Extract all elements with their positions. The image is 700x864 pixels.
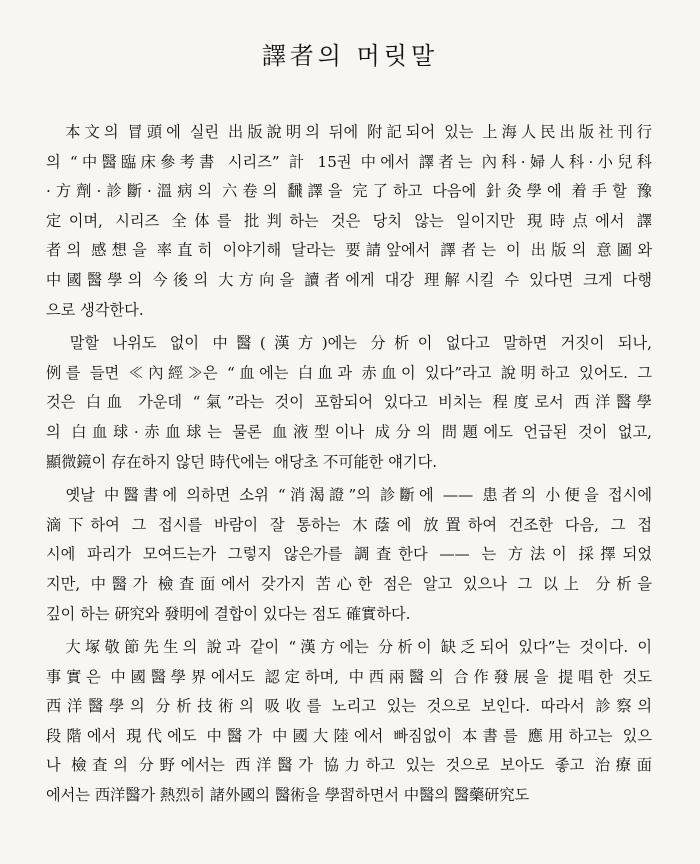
text-line: 말할 나위도 없이 中醫(漢方)에는 分析이 없다고 말하면 거짓이 되나, — [46, 334, 652, 353]
text-line: 시에 파리가 모여드는가 그렇지 않은가를 調査한다 —— 는 方法이 採擇되었 — [46, 545, 652, 564]
paragraph — [46, 329, 652, 477]
paragraph — [46, 481, 652, 629]
body-text — [46, 118, 652, 815]
text-line: 段階에서 現代에도 中醫가 中國大陸에서 빠짐없이 本書를 應用하고는 있으 — [46, 726, 652, 745]
text-line: 定이며, 시리즈 全体를 批判하는 것은 당치 않는 일이지만 現時点에서 譯 — [46, 211, 652, 230]
text-line: 事實은 中國醫學界에서도 認定하며, 中西兩醫의 合作發展을 提唱한 것도 — [46, 667, 652, 686]
text-line: ·方劑·診斷·溫病의 六卷의 飜譯을 完了하고 다음에 針灸學에 着手할 豫 — [46, 182, 652, 201]
text-line: 者의 感想을 率直히 이야기해 달라는 要請앞에서 譯者는 이 出版의 意圖와 — [46, 241, 652, 260]
text-line: 나 檢査의 分野에서는 西洋醫가 協力하고 있는 것으로 보아도 좋고 治療面 — [46, 756, 652, 775]
text-line: 大塚敬節先生의 說과 같이 “漢方에는 分析이 缺乏되어 있다”는 것이다. 이 — [46, 638, 652, 657]
text-line: 中國醫學의 今後의 大方向을 讀者에게 대강 理解시킬 수 있다면 크게 다행 — [46, 270, 652, 289]
text-line: 으로 생각한다. — [46, 300, 144, 319]
page-title: 譯者의 머릿말 — [261, 42, 439, 70]
text-line: 의 白血球·赤血球는 물론 血液型이나 成分의 問題에도 언급된 것이 없고, — [46, 422, 652, 441]
text-line: 에서는 西洋醫가 熱烈히 諸外國의 醫術을 學習하면서 中醫의 醫藥研究도 — [46, 786, 530, 805]
paragraph — [46, 118, 652, 325]
text-line: 옛날 中醫書에 의하면 소위 “消渴證”의 診斷에 —— 患者의 小便을 접시에 — [46, 486, 652, 505]
text-line: 의 “中醫臨床參考書 시리즈” 計 15권 中에서 譯者는 內科·婦人科·小兒科 — [46, 152, 652, 171]
text-line: 西洋醫學의 分析技術의 吸收를 노리고 있는 것으로 보인다. 따라서 診察의 — [46, 697, 652, 716]
paragraph — [46, 633, 652, 811]
text-line: 滴下하여 그 접시를 바람이 잘 통하는 木蔭에 放置하여 건조한 다음, 그 접 — [46, 515, 652, 534]
text-line: 例를 들면 ≪內經≫은 “血에는 白血과 赤血이 있다”라고 說明하고 있어도. 그 — [46, 363, 652, 382]
text-line: 顯微鏡이 存在하지 않던 時代에는 애당초 不可能한 얘기다. — [46, 452, 438, 471]
text-line: 깊이 하는 硏究와 發明에 결합이 있다는 점도 確實하다. — [46, 604, 411, 623]
text-line: 것은 白血 가운데 “氣”라는 것이 포함되어 있다고 비치는 程度로서 西洋醫學 — [46, 393, 652, 412]
text-line: 本文의 冒頭에 실린 出版說明의 뒤에 附記되어 있는 上海人民出版社刊行 — [46, 123, 652, 141]
text-line: 지만, 中醫가 檢査面에서 갖가지 苦心한 점은 알고 있으나 그 以上 分析을 — [46, 574, 652, 593]
